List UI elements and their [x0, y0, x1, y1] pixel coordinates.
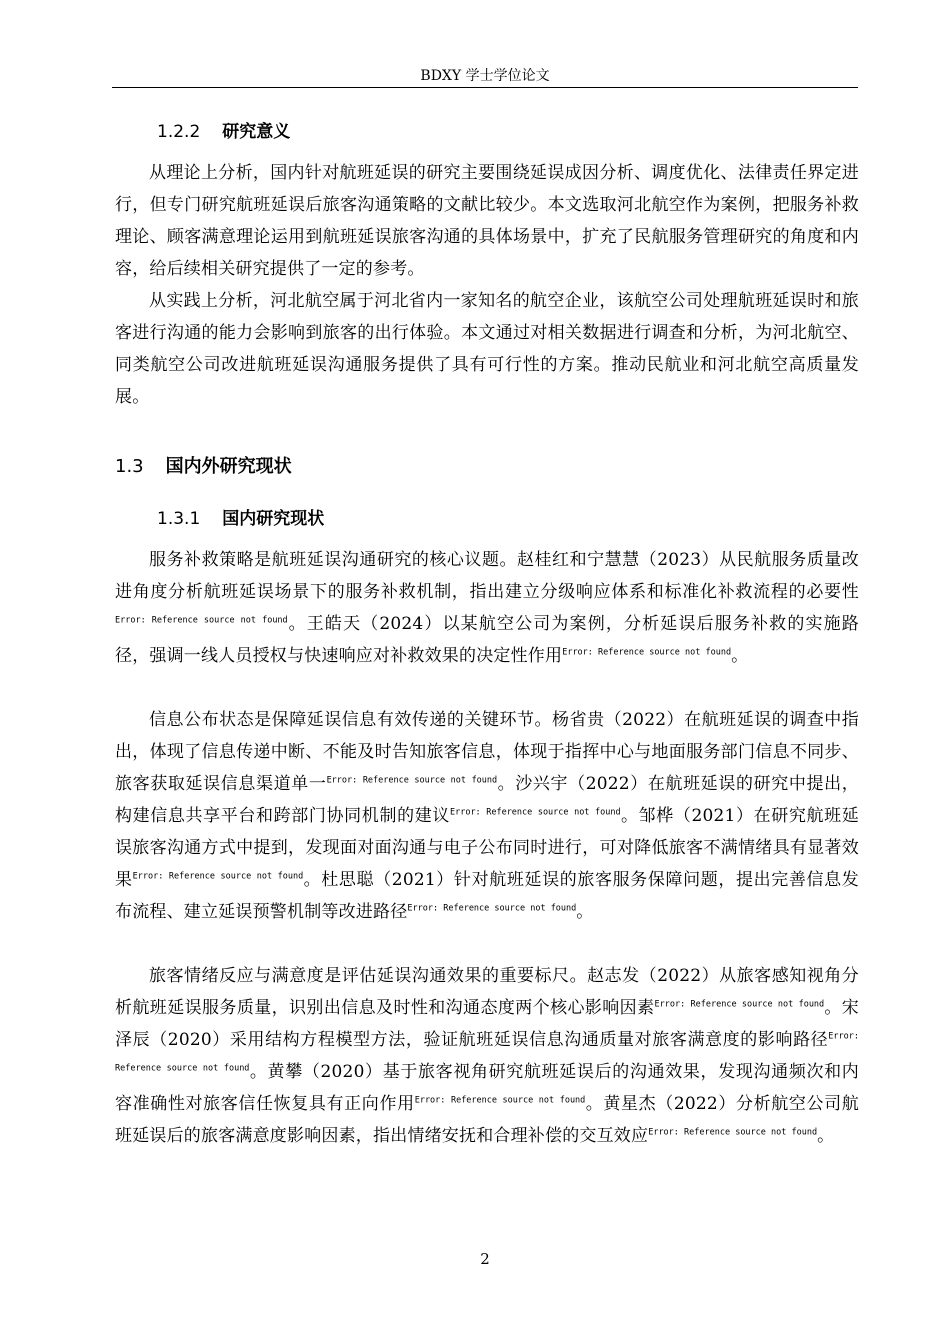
text-run: 。沙兴宇（2022）在航班延误的研究中提出，构建信息共享平台和跨部门协同机制的建议 — [115, 774, 859, 826]
reference-error: Error: Reference source not found — [115, 1031, 859, 1074]
reference-error: Error: Reference source not found — [326, 775, 498, 786]
paragraph-passenger-satisfaction — [115, 960, 859, 1152]
paragraph-service-recovery — [115, 544, 859, 672]
reference-error: Error: Reference source not found — [132, 871, 304, 882]
heading-1-3-1 — [157, 507, 324, 531]
heading-1-3 — [115, 454, 292, 480]
text-run: 服务补救策略是航班延误沟通研究的核心议题。赵桂红和宁慧慧（2023）从民航服务质量改进角度分析航班延误场景下的服务补救机制，指出建立分级响应体系和标准化补救流程的必要性 — [115, 550, 859, 602]
heading-title: 国内研究现状 — [222, 509, 325, 529]
text-run: 。黄星杰（2022）分析航空公司航班延误后的旅客满意度影响因素，指出情绪安抚和合理补偿的交互效应 — [115, 1094, 859, 1146]
paragraph-practice: 从实践上分析，河北航空属于河北省内一家知名的航空企业，该航空公司处理航班延误时和旅客进行沟通的能力会影响到旅客的出行体验。本文通过对相关数据进行调查和分析，为河北航空、同类航空公司改进航班延误沟通服务提供了具有可行性的方案。推动民航业和河北航空高质量发展。 — [115, 291, 859, 407]
reference-error: Error: Reference source not found — [562, 647, 732, 658]
heading-number: 1.2.2 — [157, 122, 201, 142]
text-run: 。宋泽辰（2020）采用结构方程模型方法，验证航班延误信息沟通质量对旅客满意度的影响路径 — [115, 998, 859, 1050]
text-run: 旅客情绪反应与满意度是评估延误沟通效果的重要标尺。赵志发（2022）从旅客感知视角分析航班延误服务质量，识别出信息及时性和沟通态度两个核心影响因素 — [115, 966, 859, 1018]
reference-error: Error: Reference source not found — [414, 1095, 586, 1106]
text-run: 。 — [576, 902, 594, 922]
running-header: BDXY 学士学位论文 — [420, 68, 550, 84]
heading-number: 1.3 — [115, 456, 144, 477]
reference-error: Error: Reference source not found — [449, 807, 621, 818]
header-rule — [112, 87, 858, 88]
reference-error: Error: Reference source not found — [654, 999, 825, 1010]
paragraph-information-release — [115, 704, 859, 928]
heading-title: 国内外研究现状 — [165, 456, 292, 477]
heading-title: 研究意义 — [222, 122, 291, 142]
page-number: 2 — [480, 1250, 490, 1268]
text-run: 。 — [817, 1126, 835, 1146]
text-run: 信息公布状态是保障延误信息有效传递的关键环节。杨省贵（2022）在航班延误的调查中指出，体现了信息传递中断、不能及时告知旅客信息，体现于指挥中心与地面服务部门信息不同步、旅客获取延误信息渠道单一 — [115, 710, 859, 794]
text-run: 。邹桦（2021）在研究航班延误旅客沟通方式中提到，发现面对面沟通与电子公布同时进行，可对降低旅客不满情绪具有显著效果 — [115, 806, 859, 890]
text-run: 。杜思聪（2021）针对航班延误的旅客服务保障问题，提出完善信息发布流程、建立延误预警机制等改进路径 — [115, 870, 859, 922]
reference-error: Error: Reference source not found — [648, 1127, 818, 1138]
heading-1-2-2 — [157, 120, 290, 144]
reference-error: Error: Reference source not found — [407, 903, 577, 914]
text-run: 。王皓天（2024）以某航空公司为案例，分析延误后服务补救的实施路径，强调一线人员授权与快速响应对补救效果的决定性作用 — [115, 614, 859, 666]
reference-error: Error: Reference source not found — [115, 615, 288, 626]
heading-number: 1.3.1 — [157, 509, 201, 529]
text-run: 。 — [731, 646, 749, 666]
text-run: 。黄攀（2020）基于旅客视角研究航班延误后的沟通效果，发现沟通频次和内容准确性对旅客信任恢复具有正向作用 — [115, 1062, 859, 1114]
paragraph-theory: 从理论上分析，国内针对航班延误的研究主要围绕延误成因分析、调度优化、法律责任界定进行，但专门研究航班延误后旅客沟通策略的文献比较少。本文选取河北航空作为案例，把服务补救理论、顾客满意理论运用到航班延误旅客沟通的具体场景中，扩充了民航服务管理研究的角度和内容，给后续相关研究提供了一定的参考。 — [115, 163, 859, 279]
